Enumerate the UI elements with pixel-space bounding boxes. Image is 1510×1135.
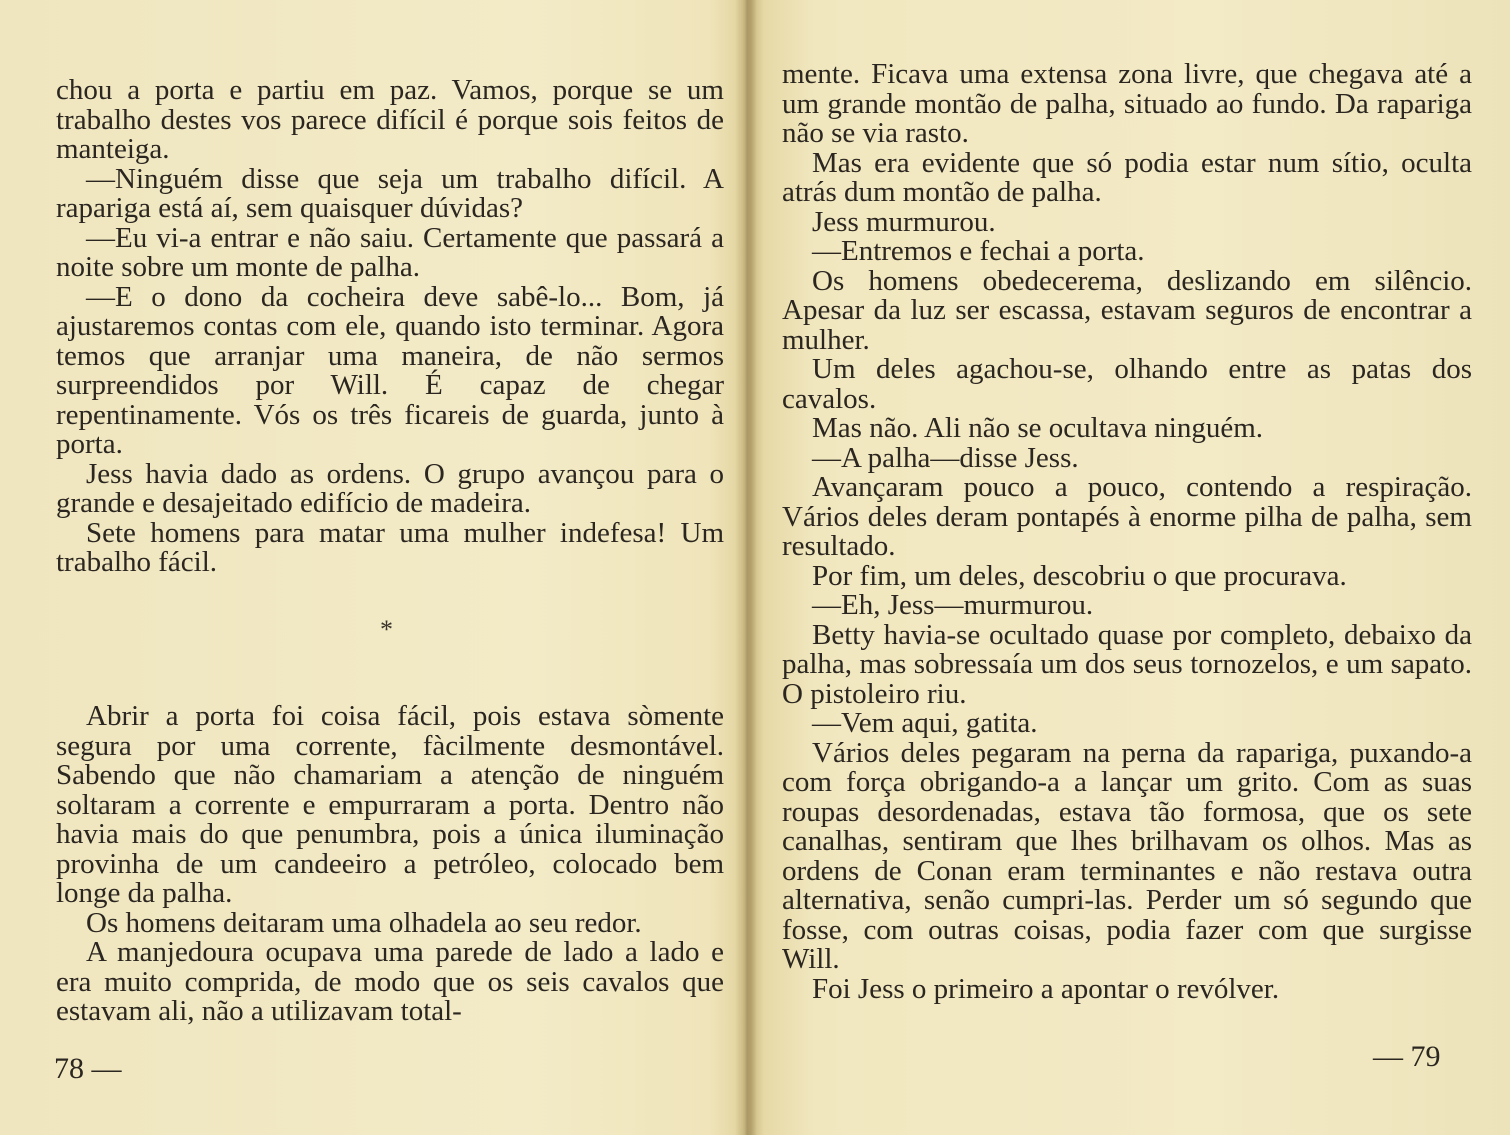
paragraph: Mas era evidente que só podia estar num sítio, oculta atrás dum montão de palha.: [782, 146, 1472, 208]
paragraph: Betty havia-se ocultado quase por completo, debaixo da palha, mas sobressaía um dos seus tornozelos, e um sapato. O pistoleiro riu.: [782, 618, 1472, 710]
paragraph: Abrir a porta foi coisa fácil, pois estava sòmente segura por uma corrente, fàcilmente desmontável. Sabendo que não chamariam a atenção de ninguém soltaram a corrente e empurraram a porta. Dentro não havia mais do que penumbra, pois a única iluminação provinha de um candeeiro a petróleo, colocado bem longe da palha.: [56, 700, 724, 909]
paragraph: mente. Ficava uma extensa zona livre, que chegava até a um grande montão de palha, situado ao fundo. Da rapariga não se via rasto.: [782, 58, 1472, 149]
paragraph: —Entremos e fechai a porta.: [812, 235, 1145, 267]
paragraph: —E o dono da cocheira deve sabê-lo... Bom, já ajustaremos contas com ele, quando isto terminar. Agora temos que arranjar uma maneira, de não sermos surpreendidos por Will. É capaz de chegar repentinamente. Vós os três ficareis de guarda, junto à porta.: [56, 280, 724, 460]
left-page-text-top: [56, 76, 724, 578]
paragraph: Jess havia dado as ordens. O grupo avançou para o grande e desajeitado edifício de madeira.: [56, 457, 724, 519]
paragraph: —Ninguém disse que seja um trabalho difícil. A rapariga está aí, sem quaisquer dúvidas?: [56, 162, 724, 224]
paragraph: Vários deles pegaram na perna da rapariga, puxando-a com força obrigando-a a lançar um grito. Com as suas roupas desordenadas, estava tão formosa, que os sete canalhas, sentiram que lhes brilhavam os olhos. Mas as ordens de Conan eram terminantes e não restava outra alternativa, senão cumpri-las. Perder um só segundo que fosse, com outras coisas, podia fazer com que surgisse Will.: [782, 736, 1472, 975]
right-page: [755, 0, 1510, 1135]
paragraph: Os homens deitaram uma olhadela ao seu redor.: [86, 906, 642, 939]
page-number-left: 78 —: [54, 1052, 122, 1085]
paragraph: chou a porta e partiu em paz. Vamos, porque se um trabalho destes vos parece difícil é porque sois feitos de manteiga.: [56, 74, 724, 165]
paragraph: Sete homens para matar uma mulher indefesa! Um trabalho fácil.: [56, 516, 724, 578]
paragraph: Mas não. Ali não se ocultava ninguém.: [812, 412, 1264, 444]
paragraph: A manjedoura ocupava uma parede de lado a lado e era muito comprida, de modo que os seis cavalos que estavam ali, não a utilizavam total-: [56, 936, 724, 1027]
right-page-text: [782, 60, 1472, 1004]
paragraph: Foi Jess o primeiro a apontar o revólver.: [812, 972, 1280, 1005]
left-page-text-bottom: [56, 702, 724, 1027]
paragraph: Jess murmurou.: [812, 205, 996, 238]
paragraph: Por fim, um deles, descobriu o que procurava.: [812, 559, 1347, 592]
paragraph: —Eh, Jess—murmurou.: [812, 589, 1094, 621]
paragraph: Um deles agachou-se, olhando entre as patas dos cavalos.: [782, 353, 1472, 415]
left-page: [0, 0, 748, 1135]
page-number-right: — 79: [1373, 1040, 1441, 1073]
section-separator: *: [380, 615, 393, 644]
paragraph: —A palha—disse Jess.: [812, 441, 1079, 474]
book-gutter: [735, 0, 757, 1135]
paragraph: —Vem aqui, gatita.: [812, 707, 1038, 739]
paragraph: Os homens obedeceremа, deslizando em silêncio. Apesar da luz ser escassa, estavam seguros de encontrar a mulher.: [782, 264, 1472, 356]
paragraph: Avançaram pouco a pouco, contendo a respiração. Vários deles deram pontapés à enorme pilha de palha, sem resultado.: [782, 471, 1472, 562]
paragraph: —Eu vi-a entrar e não saiu. Certamente que passará a noite sobre um monte de palha.: [56, 221, 724, 283]
